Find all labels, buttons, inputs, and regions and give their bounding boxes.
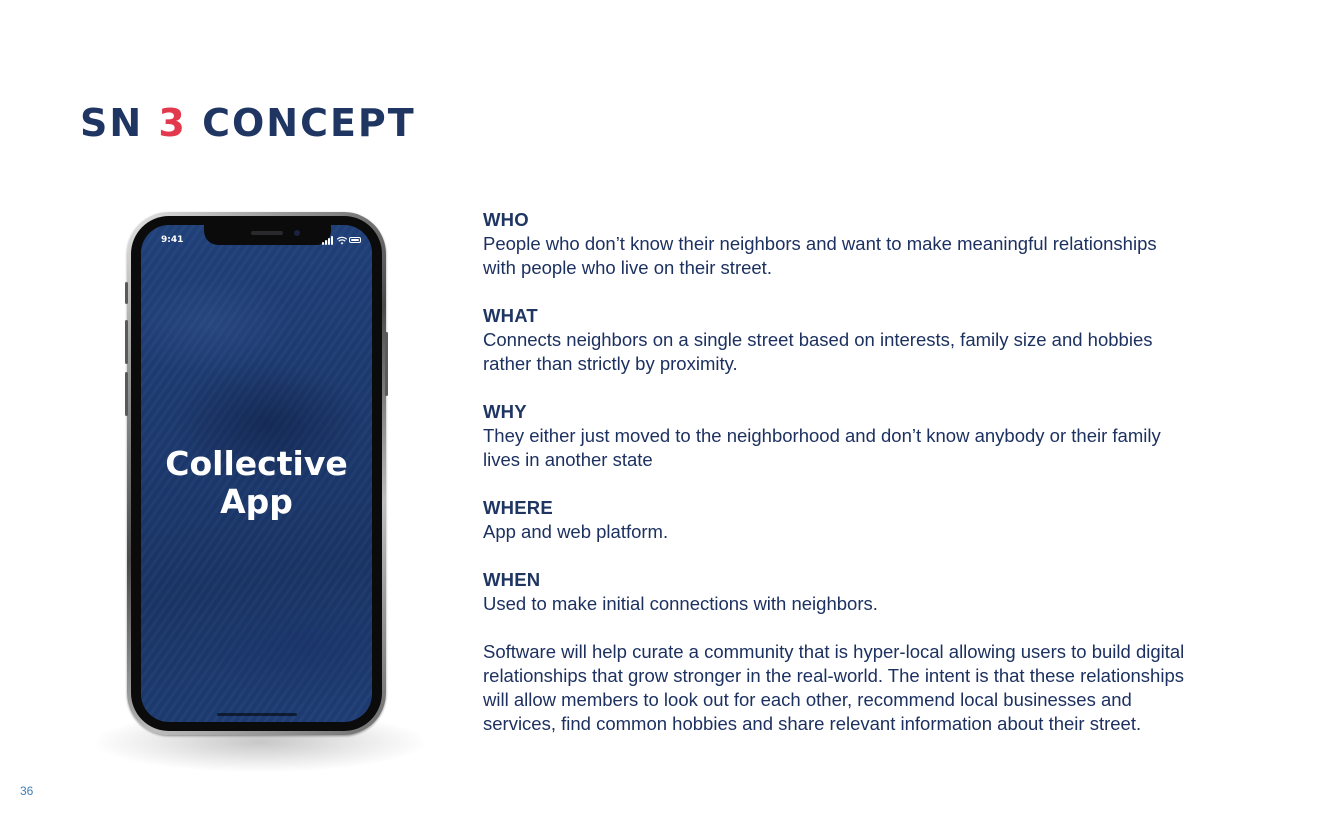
section-why: [483, 400, 1283, 472]
phone-power-button: [385, 332, 388, 396]
section-label: WHAT: [483, 305, 538, 326]
section-body: People who don’t know their neighbors and want to make meaningful relationships with people who live on their street.: [483, 233, 1157, 278]
section-body: App and web platform.: [483, 521, 669, 542]
section-what: [483, 304, 1283, 376]
battery-icon: [349, 237, 361, 243]
phone-notch: [204, 225, 331, 245]
section-body: Connects neighbors on a single street based on interests, family size and hobbies rather than strictly by proximity.: [483, 329, 1153, 374]
phone-silent-switch: [125, 282, 128, 304]
concept-details: [483, 208, 1283, 736]
phone-screen: [141, 225, 372, 722]
section-where: [483, 496, 1283, 544]
title-number: 3: [158, 101, 187, 146]
summary-paragraph: Software will help curate a community that is hyper-local allowing users to build digital relationships that grow stronger in the real-world. The intent is that these relationships will allow members to look out for each other, recommend local businesses and services, find common hobbies and share relevant information about their street.: [483, 641, 1185, 734]
title-prefix: SN: [80, 101, 159, 146]
title-suffix: CONCEPT: [186, 101, 416, 146]
phone-volume-up: [125, 320, 128, 364]
phone-volume-down: [125, 372, 128, 416]
app-splash-title: [141, 445, 372, 521]
signal-icon: [322, 236, 334, 245]
section-when: [483, 568, 1283, 616]
app-name-line2: App: [220, 482, 293, 521]
app-name-line1: Collective: [165, 444, 348, 483]
page-number: 36: [20, 784, 34, 798]
front-camera-icon: [294, 230, 300, 236]
status-time: 9:41: [161, 235, 184, 245]
page-title: [80, 99, 416, 147]
section-label: WHY: [483, 401, 527, 422]
section-label: WHEN: [483, 569, 541, 590]
home-indicator: [217, 713, 297, 716]
wifi-icon: [337, 236, 347, 245]
status-icons: [322, 236, 362, 245]
phone-mockup: [127, 212, 386, 735]
section-body: Used to make initial connections with neighbors.: [483, 593, 878, 614]
speaker-grille: [251, 231, 283, 235]
section-who: [483, 208, 1283, 280]
section-label: WHO: [483, 209, 529, 230]
section-body: They either just moved to the neighborhood and don’t know anybody or their family lives in another state: [483, 425, 1161, 470]
section-label: WHERE: [483, 497, 553, 518]
